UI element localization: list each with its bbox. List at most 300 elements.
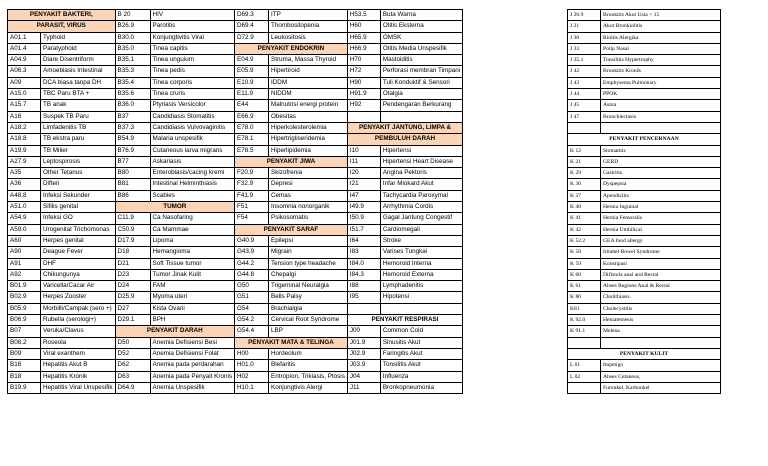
- disease-name: Tonsilitis Akut: [380, 360, 462, 371]
- icd-code: A01.1: [8, 32, 41, 43]
- disease-name: Anemia Defisiensi Besi: [150, 337, 234, 348]
- disease-name: Malnutrisi energi protein: [269, 100, 348, 111]
- table-row: [8, 348, 517, 359]
- icd-code: D50: [115, 337, 150, 348]
- disease-name: BPH: [150, 315, 234, 326]
- icd-code: H70: [347, 55, 380, 66]
- disease-name: Ca Mammae: [150, 224, 234, 235]
- disease-name: Infeksi Sekunder: [41, 190, 116, 201]
- icd-code: K 37: [568, 190, 601, 201]
- disease-name: Obesitas: [269, 111, 348, 122]
- icd-code: J11: [347, 382, 380, 393]
- disease-name: FAM: [150, 281, 234, 292]
- disease-name: Blefaritis: [269, 360, 348, 371]
- disease-name: Konstipasi: [601, 258, 721, 269]
- disease-name: Gagal Jantung Congestif: [380, 213, 462, 224]
- icd-code: A51.0: [8, 202, 41, 213]
- icd-code: A90: [8, 247, 41, 258]
- icd-code: A92: [8, 269, 41, 280]
- disease-name: Konjungtivis Alergi: [269, 382, 348, 393]
- disease-name: Impetigo: [601, 360, 721, 371]
- icd-code: H02: [235, 371, 269, 382]
- disease-name: Melena: [601, 326, 721, 337]
- icd-code: B01.9: [8, 281, 41, 292]
- table-row: [8, 213, 517, 224]
- spacer-cell: [463, 281, 517, 292]
- icd-code: D25.9: [115, 292, 150, 303]
- icd-code: I47: [347, 190, 380, 201]
- spacer-cell: [463, 43, 517, 54]
- disease-name: Veruka/Clavus: [41, 326, 116, 337]
- table-row: [8, 292, 517, 303]
- disease-name: [601, 122, 721, 133]
- spacer-cell: [463, 360, 517, 371]
- disease-name: Cholecystitis: [601, 303, 721, 314]
- table-row: [568, 32, 721, 43]
- disease-name: Anemia Unspesifik: [150, 382, 234, 393]
- disease-name: Common Cold: [380, 326, 462, 337]
- icd-code: I95: [347, 292, 380, 303]
- icd-code: J01.9: [347, 337, 380, 348]
- disease-name: Deague Fever: [41, 247, 116, 258]
- icd-code: B30.0: [115, 32, 150, 43]
- disease-name: Stomatitis: [601, 145, 721, 156]
- disease-name: Tumor Jinak Kulit: [150, 269, 234, 280]
- spacer-cell: [463, 213, 517, 224]
- disease-name: Gastritis: [601, 168, 721, 179]
- table-row: [8, 303, 517, 314]
- table-row: [568, 43, 721, 54]
- icd-code: I84.3: [347, 269, 380, 280]
- disease-name: Parotitis: [150, 21, 234, 32]
- icd-code: K 41: [568, 213, 601, 224]
- icd-code: B02.9: [8, 292, 41, 303]
- icd-code: D27: [115, 303, 150, 314]
- table-row: [568, 100, 721, 111]
- disease-name: Depresi: [269, 179, 348, 190]
- icd-code: H60: [347, 21, 380, 32]
- disease-name: Ca Nasofaring: [150, 213, 234, 224]
- table-row: [8, 66, 517, 77]
- icd-code: K 12: [568, 145, 601, 156]
- disease-name: Trigeminal Neuralgia: [269, 281, 348, 292]
- disease-name: Hemoroid Externa: [380, 269, 462, 280]
- icd-code: [347, 303, 380, 314]
- icd-code: B37.3: [115, 122, 150, 133]
- icd-code: K 30: [568, 179, 601, 190]
- table-row: [568, 315, 721, 326]
- icd-code: D62: [115, 360, 150, 371]
- table-row: [568, 179, 721, 190]
- icd-code: A36: [8, 179, 41, 190]
- table-row: [8, 10, 517, 21]
- disease-name: Cervical Root Syndrome: [269, 315, 348, 326]
- icd-code: H00: [235, 348, 269, 359]
- icd-code: K 92.0: [568, 315, 601, 326]
- table-row: [8, 179, 517, 190]
- disease-name: Tension type headache: [269, 258, 348, 269]
- icd-code: F51: [235, 202, 269, 213]
- disease-name: Herpes genital: [41, 235, 116, 246]
- spacer-cell: [463, 224, 517, 235]
- table-row: [8, 190, 517, 201]
- icd-code: F54: [235, 213, 269, 224]
- disease-name: Tinea unguium: [150, 55, 234, 66]
- disease-name: Tachycardia Paroxymal: [380, 190, 462, 201]
- table-row: [568, 326, 721, 337]
- table-row: [568, 122, 721, 133]
- disease-name: Anemia Defisiensi Folat: [150, 348, 234, 359]
- spacer-cell: [463, 190, 517, 201]
- icd-code: I51.7: [347, 224, 380, 235]
- table-row: [8, 32, 517, 43]
- icd-code: I21: [347, 179, 380, 190]
- table-row: [568, 348, 721, 359]
- icd-code: H01.0: [235, 360, 269, 371]
- spacer-cell: [463, 292, 517, 303]
- icd-code: H65.9: [347, 32, 380, 43]
- icd-code: A01.4: [8, 43, 41, 54]
- icd-code: C50.9: [115, 224, 150, 235]
- table-row: [8, 258, 517, 269]
- disease-name: Varises Tungkai: [380, 247, 462, 258]
- icd-code: B80: [115, 168, 150, 179]
- table-row: [568, 281, 721, 292]
- table-row: [568, 258, 721, 269]
- disease-name: Dyspepsia: [601, 179, 721, 190]
- table-row: [568, 247, 721, 258]
- icd-code: B19.9: [8, 382, 41, 393]
- table-row: [568, 190, 721, 201]
- disease-name: Infar Miokard Akut: [380, 179, 462, 190]
- disease-name: Hemangioma: [150, 247, 234, 258]
- icd-code-side-table: [567, 9, 721, 394]
- table-row: [8, 168, 517, 179]
- icd-code: G43.9: [235, 247, 269, 258]
- table-row: [8, 156, 517, 167]
- disease-name: Hemoroid Interna: [380, 258, 462, 269]
- icd-code: K 52.2: [568, 235, 601, 246]
- spacer-cell: [463, 66, 517, 77]
- table-row: [568, 224, 721, 235]
- table-row: [568, 337, 721, 348]
- icd-code: E11.9: [235, 89, 269, 100]
- disease-name: Entropion, Trikiasis, Ptosis: [269, 371, 348, 382]
- table-row: [568, 371, 721, 382]
- disease-name: Furunkel, Karbunkel: [601, 382, 721, 393]
- disease-name: IDDM: [269, 77, 348, 88]
- disease-name: Varicella/Cacar Air: [41, 281, 116, 292]
- section-header: PENYAKIT SARAF: [235, 224, 348, 235]
- spacer-cell: [463, 156, 517, 167]
- disease-name: Apendicitis: [601, 190, 721, 201]
- table-row: [8, 77, 517, 88]
- icd-code: B35.3: [115, 66, 150, 77]
- disease-name: HIV: [150, 10, 234, 21]
- disease-name: Tinea pedis: [150, 66, 234, 77]
- disease-name: Hipertensi Heart Disease: [380, 156, 462, 167]
- disease-name: Hepatitis Akut B: [41, 360, 116, 371]
- disease-name: Urogenital Trichomonas: [41, 224, 116, 235]
- icd-code: A54.9: [8, 213, 41, 224]
- table-row: [568, 360, 721, 371]
- icd-code: J 20.9: [568, 10, 601, 21]
- section-header: TUMOR: [115, 202, 234, 213]
- disease-name: Hematemesis: [601, 315, 721, 326]
- disease-name: Candidiasis Stomatitis: [150, 111, 234, 122]
- icd-code: J 30: [568, 32, 601, 43]
- disease-name: Abses Regions Anal & Rectal: [601, 281, 721, 292]
- icd-code: J00: [347, 326, 380, 337]
- table-row: [8, 145, 517, 156]
- icd-code: B35.6: [115, 89, 150, 100]
- icd-code: A16: [8, 111, 41, 122]
- disease-name: Cholithiasis: [601, 292, 721, 303]
- table-row: [568, 303, 721, 314]
- icd-code: D24: [115, 281, 150, 292]
- disease-name: Paratyphoid: [41, 43, 116, 54]
- disease-name: Abses Cutaneus,: [601, 371, 721, 382]
- table-row: [8, 337, 517, 348]
- icd-code: [347, 111, 380, 122]
- disease-name: Tinea corporis: [150, 77, 234, 88]
- icd-code-table: [7, 9, 517, 394]
- icd-code: H66.9: [347, 43, 380, 54]
- icd-code: E44: [235, 100, 269, 111]
- icd-code: K 29: [568, 168, 601, 179]
- disease-name: Anemia pada Penyait Kronis: [150, 371, 234, 382]
- table-row: [8, 21, 517, 32]
- section-header: PENYAKIT DARAH: [115, 326, 234, 337]
- icd-code: J 47: [568, 111, 601, 122]
- icd-code: K 91.1: [568, 326, 601, 337]
- disease-name: OMSK: [380, 32, 462, 43]
- icd-code: J 45: [568, 100, 601, 111]
- table-row: [568, 21, 721, 32]
- section-header: PENYAKIT PENCERNAAN: [568, 134, 721, 145]
- icd-code: B86: [115, 190, 150, 201]
- disease-name: Iritabel Bowel Syndrome: [601, 247, 721, 258]
- icd-code: K81: [568, 303, 601, 314]
- icd-code: D69.4: [235, 21, 269, 32]
- icd-code: A09: [8, 77, 41, 88]
- disease-name: Tonsilitis Hypertrophy: [601, 55, 721, 66]
- spacer-cell: [463, 89, 517, 100]
- icd-code: I20: [347, 168, 380, 179]
- disease-name: [601, 337, 721, 348]
- table-row: [568, 235, 721, 246]
- disease-name: Hiperkolesterolemia: [269, 122, 348, 133]
- table-row: [568, 111, 721, 122]
- icd-code: K 60: [568, 269, 601, 280]
- disease-name: Psikosomatis: [269, 213, 348, 224]
- icd-code: K 42: [568, 224, 601, 235]
- spacer-cell: [463, 348, 517, 359]
- icd-code: F41.9: [235, 190, 269, 201]
- icd-code: E78.1: [235, 134, 269, 145]
- spacer-cell: [463, 168, 517, 179]
- icd-code: A59.0: [8, 224, 41, 235]
- icd-code: I11: [347, 156, 380, 167]
- icd-code: K 61: [568, 281, 601, 292]
- table-row: [8, 202, 517, 213]
- icd-code: B 20: [115, 10, 150, 21]
- icd-code: D21: [115, 258, 150, 269]
- section-header: PENYAKIT MATA & TELINGA: [235, 337, 348, 348]
- table-row: [568, 168, 721, 179]
- disease-name: TB anak: [41, 100, 116, 111]
- disease-name: Asma: [601, 100, 721, 111]
- disease-name: Tuli Konduktif & Sensori: [380, 77, 462, 88]
- disease-name: Perforasi membran Timpani: [380, 66, 462, 77]
- disease-name: NIDDM: [269, 89, 348, 100]
- table-row: [8, 89, 517, 100]
- disease-name: Hepatitis Viral Unspesifik: [41, 382, 116, 393]
- disease-name: Leptospirosis: [41, 156, 116, 167]
- disease-name: Anemia pada perdarahan: [150, 360, 234, 371]
- icd-code: E78.0: [235, 122, 269, 133]
- icd-code: B35.4: [115, 77, 150, 88]
- disease-name: Ptyriasis Versicolor: [150, 100, 234, 111]
- icd-code: I84.0: [347, 258, 380, 269]
- icd-code: I50.9: [347, 213, 380, 224]
- icd-code: B26.9: [115, 21, 150, 32]
- spacer-cell: [463, 247, 517, 258]
- table-row: [8, 235, 517, 246]
- icd-code: D72.9: [235, 32, 269, 43]
- table-row: [8, 134, 517, 145]
- disease-name: Migrain: [269, 247, 348, 258]
- icd-code: B81: [115, 179, 150, 190]
- disease-name: Mastoiditis: [380, 55, 462, 66]
- disease-name: Buta Warna: [380, 10, 462, 21]
- disease-name: Hordeolum: [269, 348, 348, 359]
- table-row: [8, 281, 517, 292]
- table-row: [8, 100, 517, 111]
- icd-code: G44.8: [235, 269, 269, 280]
- table-row: [8, 247, 517, 258]
- spacer-cell: [463, 10, 517, 21]
- icd-code: G51: [235, 292, 269, 303]
- icd-code: A18.2: [8, 122, 41, 133]
- table-row: [568, 134, 721, 145]
- icd-code: A35: [8, 168, 41, 179]
- icd-code: B06.9: [8, 315, 41, 326]
- table-row: [8, 43, 517, 54]
- disease-name: Bells Palsy: [269, 292, 348, 303]
- disease-name: Konjungtivitis Viral: [150, 32, 234, 43]
- icd-code: D18: [115, 247, 150, 258]
- icd-code: K 58: [568, 247, 601, 258]
- spacer-cell: [463, 315, 517, 326]
- disease-name: Hipotensi: [380, 292, 462, 303]
- disease-name: TB ekstra paru: [41, 134, 116, 145]
- section-header: PENYAKIT KULIT: [568, 348, 721, 359]
- icd-code: G54: [235, 303, 269, 314]
- table-row: [568, 77, 721, 88]
- icd-code: H53.5: [347, 10, 380, 21]
- disease-name: Hiperlipidemia: [269, 145, 348, 156]
- disease-name: Intestinal Helminthiasis: [150, 179, 234, 190]
- disease-name: Rubella (serologi+): [41, 315, 116, 326]
- disease-name: Viral exanthem: [41, 348, 116, 359]
- table-row: [568, 202, 721, 213]
- icd-code: J 35.1: [568, 55, 601, 66]
- table-row: [568, 10, 721, 21]
- icd-code: [568, 337, 601, 348]
- spacer-cell: [463, 122, 517, 133]
- disease-name: Arrhythmia Cordis: [380, 202, 462, 213]
- icd-code: C11.9: [115, 213, 150, 224]
- disease-name: Stroke: [380, 235, 462, 246]
- disease-name: Otitis Eksterna: [380, 21, 462, 32]
- disease-name: DHF: [41, 258, 116, 269]
- icd-code: I49.9: [347, 202, 380, 213]
- disease-name: GERD: [601, 156, 721, 167]
- icd-code: B77: [115, 156, 150, 167]
- icd-code: D64.9: [115, 382, 150, 393]
- icd-code: L 02: [568, 371, 601, 382]
- icd-code: A19.9: [8, 145, 41, 156]
- icd-code: D52: [115, 348, 150, 359]
- section-header: PARASIT, VIRUS: [8, 21, 116, 32]
- disease-name: Rinitis Alergika: [601, 32, 721, 43]
- spacer-cell: [463, 134, 517, 145]
- icd-code: J04: [347, 371, 380, 382]
- disease-name: Hernia Umbilical: [601, 224, 721, 235]
- disease-name: Cutaneous larva migrans: [150, 145, 234, 156]
- disease-name: Hipertiroid: [269, 66, 348, 77]
- disease-name: Lymphadenitis: [380, 281, 462, 292]
- disease-name: Skizofrenia: [269, 168, 348, 179]
- table-row: [568, 269, 721, 280]
- disease-name: Other Tetanus: [41, 168, 116, 179]
- disease-name: Amoebiasis Intestinal: [41, 66, 116, 77]
- icd-code: F32.9: [235, 179, 269, 190]
- disease-name: Emphysema Pulmonary: [601, 77, 721, 88]
- disease-name: Faringitis Akut: [380, 348, 462, 359]
- section-header: PENYAKIT JIWA: [235, 156, 348, 167]
- disease-name: TBC Paru BTA +: [41, 89, 116, 100]
- table-row: [8, 122, 517, 133]
- disease-name: Lipoma: [150, 235, 234, 246]
- spacer-cell: [463, 258, 517, 269]
- disease-name: DCA biasa tanpa DH: [41, 77, 116, 88]
- disease-name: Infeksi GO: [41, 213, 116, 224]
- icd-code: E10.9: [235, 77, 269, 88]
- icd-code: B54.9: [115, 134, 150, 145]
- icd-code: A06.3: [8, 66, 41, 77]
- icd-code: A15.7: [8, 100, 41, 111]
- disease-name: Hepatitis Kronik: [41, 371, 116, 382]
- disease-name: Myoma uteri: [150, 292, 234, 303]
- icd-code: B18: [8, 371, 41, 382]
- disease-name: Sifilis genital: [41, 202, 116, 213]
- icd-code: H91.9: [347, 89, 380, 100]
- icd-code: [568, 122, 601, 133]
- spacer-cell: [463, 235, 517, 246]
- section-header: PEMBULUH DARAH: [347, 134, 462, 145]
- spacer-cell: [463, 202, 517, 213]
- disease-name: Limfadenitis TB: [41, 122, 116, 133]
- icd-code: B36.0: [115, 100, 150, 111]
- table-row: [8, 382, 517, 393]
- disease-name: [380, 303, 462, 314]
- disease-name: Enterobiasis/cacing kremi: [150, 168, 234, 179]
- disease-name: Influenza: [380, 371, 462, 382]
- disease-name: Chikungunya: [41, 269, 116, 280]
- section-header: PENYAKIT RESPIRASI: [347, 315, 462, 326]
